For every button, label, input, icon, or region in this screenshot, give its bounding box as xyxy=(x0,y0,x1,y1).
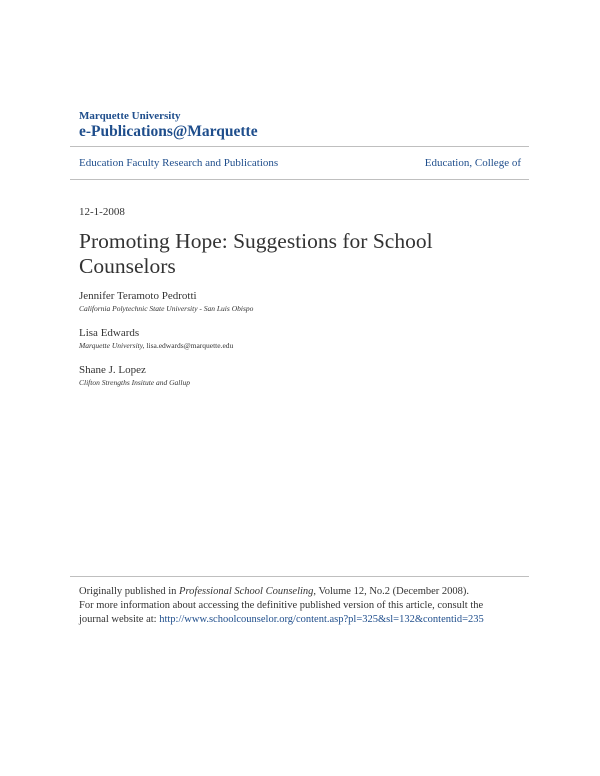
published-prefix: Originally published in xyxy=(79,586,180,597)
document-title: Promoting Hope: Suggestions for School Counselors xyxy=(79,229,433,278)
publication-footnote xyxy=(70,576,529,627)
author-block xyxy=(79,290,253,314)
author-email[interactable]: lisa.edwards@marquette.edu xyxy=(146,341,234,350)
author-name: Jennifer Teramoto Pedrotti xyxy=(79,290,197,302)
author-name: Lisa Edwards xyxy=(79,327,140,339)
top-divider xyxy=(70,146,529,147)
author-block xyxy=(79,364,190,388)
published-in-line xyxy=(79,585,529,599)
publication-date: 12-1-2008 xyxy=(79,206,125,218)
website-line xyxy=(79,613,529,627)
author-affiliation: Clifton Strengths Insitute and Gallup xyxy=(79,378,190,387)
journal-url-link[interactable]: http://www.schoolcounselor.org/content.asp?pl=325&sl=132&contentid=235 xyxy=(159,614,484,625)
journal-name: Professional School Counseling xyxy=(179,586,314,597)
author-affiliation: Marquette University, xyxy=(79,341,147,350)
bottom-divider xyxy=(70,179,529,180)
repository-header xyxy=(79,110,258,141)
repository-link[interactable]: e-Publications@Marquette xyxy=(79,123,258,140)
collection-link[interactable]: Education Faculty Research and Publications xyxy=(79,157,279,169)
author-affiliation: California Polytechnic State University - San Luis Obispo xyxy=(79,304,254,313)
university-link[interactable]: Marquette University xyxy=(79,110,181,122)
author-name: Shane J. Lopez xyxy=(79,364,146,376)
author-block xyxy=(79,327,233,351)
department-link[interactable]: Education, College of xyxy=(424,157,521,169)
author-affiliation-line xyxy=(79,340,233,351)
more-info-text: For more information about accessing the definitive published version of this article, consult the xyxy=(79,600,484,611)
website-prefix: journal website at: xyxy=(79,614,160,625)
published-suffix: , Volume 12, No.2 (December 2008). xyxy=(313,586,470,597)
